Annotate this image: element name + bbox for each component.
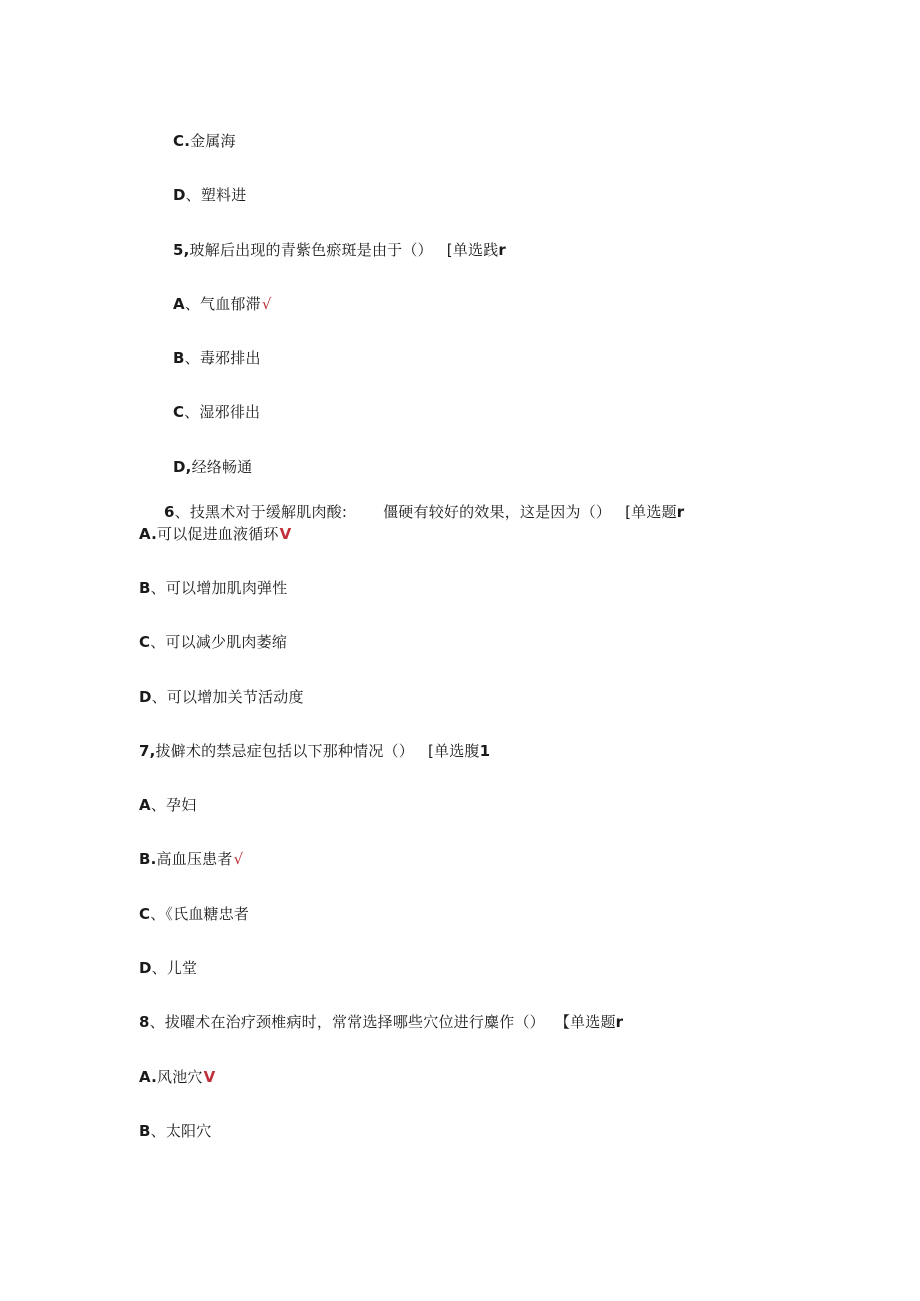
q5-question (173, 240, 506, 260)
question-text: 、拔曜术在治疗颈椎病时，常常选择哪些穴位进行麋作（） (149, 1013, 545, 1031)
question-type-tag-end: r (498, 241, 507, 259)
q4-option-d (173, 185, 246, 205)
q5-option-d (173, 457, 252, 477)
option-letter: D, (173, 458, 192, 476)
option-text: 、《氏血糖忠者 (150, 905, 250, 923)
question-number: 5, (173, 241, 190, 259)
q7-question (139, 741, 490, 761)
option-letter: C. (173, 132, 191, 150)
q7-option-a (139, 795, 196, 815)
q6-option-d (139, 687, 304, 707)
option-text: 高血压患者 (156, 850, 233, 868)
option-text: 、太阳穴 (150, 1122, 212, 1140)
option-letter: D (173, 186, 186, 204)
option-text: 金属海 (190, 132, 236, 150)
option-text: 、孕妇 (150, 796, 197, 814)
q6-option-a (139, 524, 291, 544)
correct-answer-mark: V (279, 525, 292, 543)
q6-option-c (139, 632, 287, 652)
option-letter: B (173, 349, 185, 367)
option-text: 、湿邪徘出 (184, 403, 261, 421)
option-text: 、塑料进 (185, 186, 247, 204)
option-letter: A (173, 295, 185, 313)
question-text: 拔僻术的禁忌症包括以下那种情况（） (155, 742, 414, 760)
correct-answer-mark: V (203, 1068, 216, 1086)
q4-option-c (173, 131, 236, 151)
question-type-tag-end: 1 (479, 742, 491, 760)
option-text: 可以促进血液循环 (157, 525, 279, 543)
option-letter: D (139, 959, 152, 977)
question-number: 8 (139, 1013, 150, 1031)
option-text: 风池穴 (157, 1068, 203, 1086)
option-letter: C (173, 403, 185, 421)
question-text-part1: 、技黑术对于缓解肌肉酸: (174, 503, 348, 521)
q7-option-c (139, 904, 249, 924)
q7-option-d (139, 958, 197, 978)
option-text: 、毒邪排出 (184, 349, 261, 367)
option-letter: A. (139, 1068, 157, 1086)
q5-option-c (173, 402, 260, 422)
option-letter: D (139, 688, 152, 706)
option-letter: A. (139, 525, 157, 543)
question-type-tag: [单选腹 (427, 742, 480, 760)
q8-question (139, 1012, 623, 1032)
q5-option-a (173, 294, 272, 314)
correct-answer-mark: √ (233, 850, 244, 868)
question-type-tag: 【单选题 (554, 1013, 616, 1031)
question-type-tag: [单选践 (446, 241, 499, 259)
option-letter: B. (139, 850, 157, 868)
option-text: 、可以减少肌肉萎缩 (150, 633, 288, 651)
option-letter: B (139, 579, 151, 597)
question-number: 6 (164, 503, 175, 521)
option-letter: A (139, 796, 151, 814)
question-number: 7, (139, 742, 156, 760)
q6-question (164, 502, 684, 522)
option-text: 、可以增加关节活动度 (151, 688, 304, 706)
option-text: 、可以增加肌肉弹性 (150, 579, 288, 597)
question-text-part2: 僵硬有较好的效果，这是因为（） (383, 503, 612, 521)
option-letter: C (139, 905, 151, 923)
q8-option-a (139, 1067, 215, 1087)
question-text: 玻解后出现的青紫色瘀斑是由于（） (189, 241, 433, 259)
option-letter: C (139, 633, 151, 651)
option-letter: B (139, 1122, 151, 1140)
correct-answer-mark: √ (261, 295, 272, 313)
q7-option-b (139, 849, 243, 869)
option-text: 经络畅通 (191, 458, 253, 476)
question-type-tag-end: r (615, 1013, 624, 1031)
option-text: 、气血郁滞 (184, 295, 261, 313)
q5-option-b (173, 348, 261, 368)
q8-option-b (139, 1121, 211, 1141)
q6-option-b (139, 578, 287, 598)
question-type-tag-end: r (676, 503, 685, 521)
question-type-tag: [单选题 (625, 503, 677, 521)
option-text: 、儿堂 (151, 959, 198, 977)
